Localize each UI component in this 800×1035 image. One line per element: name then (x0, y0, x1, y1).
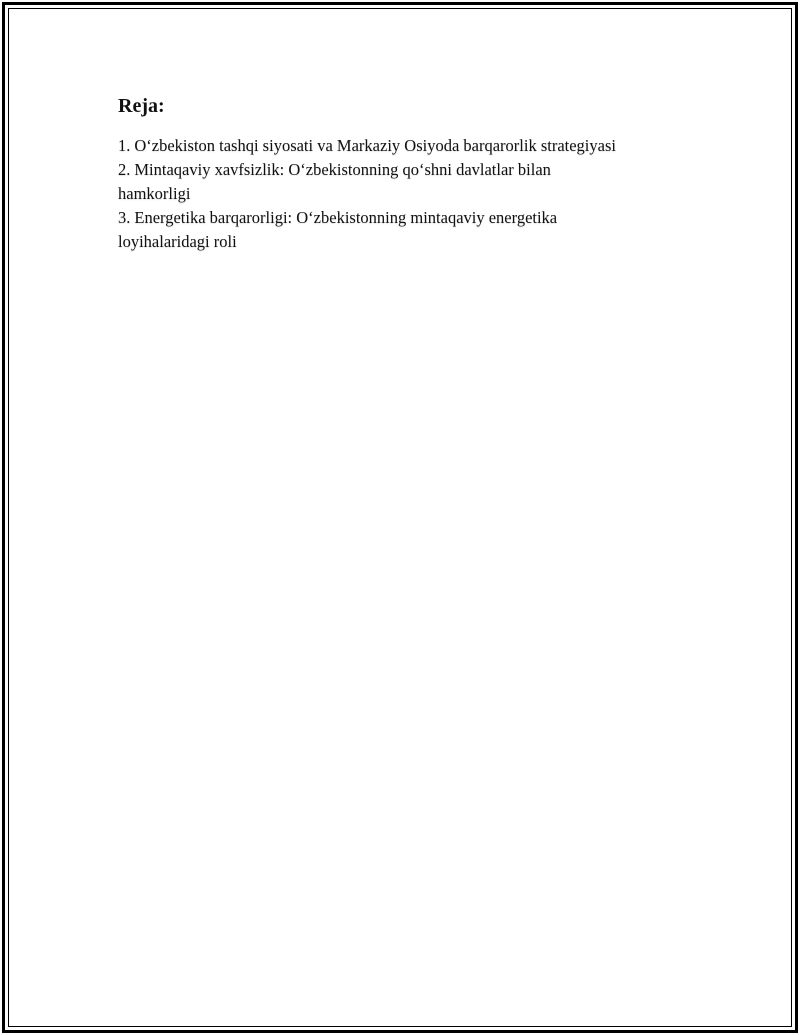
plan-item-number: 3. (118, 208, 131, 227)
plan-heading: Reja: (118, 95, 165, 117)
plan-list (118, 134, 688, 254)
plan-item-text: Energetika barqarorligi: O‘zbekistonning mintaqaviy energetika loyihalaridagi roli (118, 208, 558, 251)
page-content (118, 92, 688, 254)
plan-item-text: Mintaqaviy xavfsizlik: O‘zbekistonning qo‘shni davlatlar bilan hamkorligi (118, 160, 551, 203)
plan-item-3 (118, 206, 618, 254)
plan-item-number: 1. (118, 136, 131, 155)
plan-item-text: O‘zbekiston tashqi siyosati va Markaziy Osiyoda barqarorlik strategiyasi (134, 136, 616, 155)
plan-item-number: 2. (118, 160, 131, 179)
plan-item-1 (118, 134, 688, 158)
plan-item-2 (118, 158, 608, 206)
